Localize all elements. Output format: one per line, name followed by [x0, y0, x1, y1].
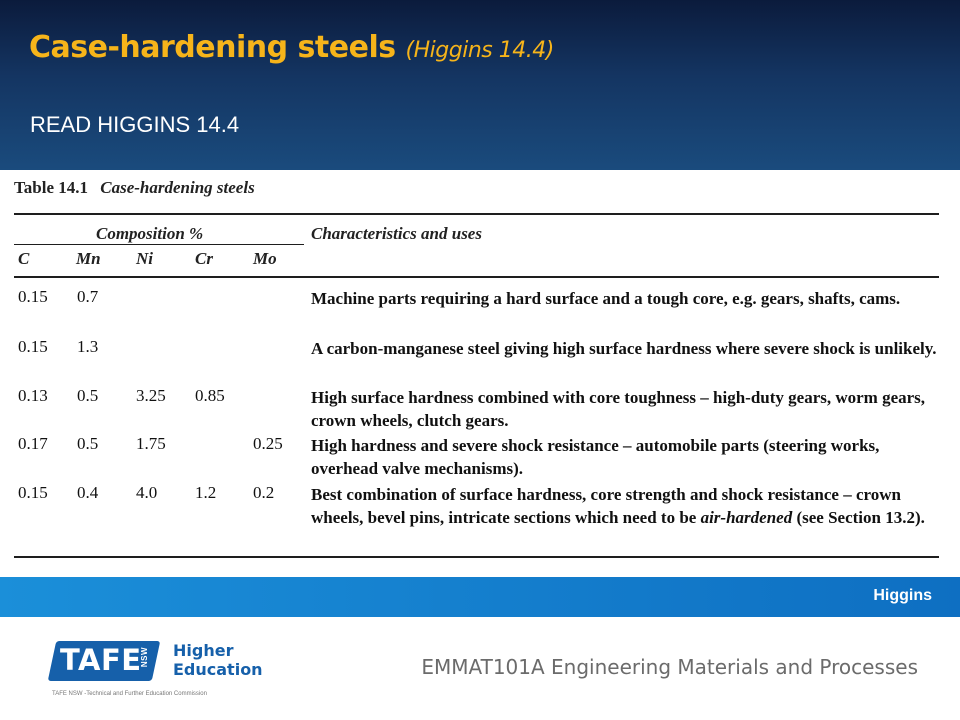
title-main: Case-hardening steels [29, 30, 396, 65]
slide-title [29, 30, 554, 65]
composition-underline [14, 244, 304, 245]
higher-education-label [173, 641, 273, 679]
table-row-2-c: 0.15 [18, 337, 48, 356]
composition-header: Composition % [96, 224, 204, 243]
table-caption-text: Case-hardening steels [100, 178, 255, 197]
table-number: Table 14.1 [14, 178, 89, 197]
table-caption [14, 178, 255, 198]
table-row-3-use [311, 386, 941, 432]
table-figure [0, 170, 960, 578]
table-row-3-cr: 0.85 [195, 386, 225, 405]
tafe-logo [52, 641, 272, 683]
table-row-5-c: 0.15 [18, 483, 48, 502]
table-row-1-use [311, 287, 941, 310]
table-row-3-c: 0.13 [18, 386, 48, 405]
column-header-cr: Cr [195, 249, 213, 268]
table-row-5-use [311, 483, 941, 529]
table-row-4-c: 0.17 [18, 434, 48, 453]
table-row-5-use-text: Best combination of surface hardness, core strength and shock resistance – crown wheels, bevel pins, intricate sections which need to be [311, 485, 901, 527]
course-title: EMMAT101A Engineering Materials and Processes [421, 655, 918, 679]
column-header-c: C [18, 249, 30, 268]
table-row-4-use-text: High hardness and severe shock resistance – automobile parts (steering works, overhead valve mechanisms). [311, 436, 880, 478]
table-row-5-ni: 4.0 [136, 483, 158, 502]
source-banner [0, 577, 960, 617]
table-row-4-mn: 0.5 [77, 434, 99, 453]
source-label: Higgins [873, 587, 932, 604]
column-header-mn: Mn [76, 249, 101, 268]
table-row-5-mn: 0.4 [77, 483, 99, 502]
slide-subtitle: READ HIGGINS 14.4 [30, 112, 240, 137]
education-label: Education [173, 660, 263, 679]
table-row-2-use [311, 337, 941, 360]
table-row-3-use-text: High surface hardness combined with core toughness – high-duty gears, worm gears, crown wheels, clutch gears. [311, 388, 926, 430]
tafe-logo-nsw: NSW [140, 647, 149, 668]
tafe-logo-text: TAFE [60, 643, 142, 677]
tafe-tagline: TAFE NSW -Technical and Further Education Commission [52, 691, 207, 697]
table-row-5-cr: 1.2 [195, 483, 217, 502]
higher-label: Higher [173, 641, 234, 660]
table-row-5-use-tail: (see Section 13.2). [792, 508, 925, 527]
table-row-4-use [311, 434, 941, 480]
column-header-mo: Mo [253, 249, 277, 268]
table-row-4-mo: 0.25 [253, 434, 283, 453]
table-row-1-mn: 0.7 [77, 287, 99, 306]
table-row-3-mn: 0.5 [77, 386, 99, 405]
table-row-2-mn: 1.3 [77, 337, 99, 356]
table-bottom-rule [14, 556, 939, 558]
slide-footer [0, 617, 960, 720]
table-row-1-c: 0.15 [18, 287, 48, 306]
table-row-1-use-text: Machine parts requiring a hard surface and a tough core, e.g. gears, shafts, cams. [311, 289, 901, 308]
table-row-2-use-text: A carbon-manganese steel giving high surface hardness where severe shock is unlikely. [311, 339, 937, 358]
table-row-4-ni: 1.75 [136, 434, 166, 453]
table-row-5-use-emphasis: air-hardened [700, 508, 793, 527]
table-row-3-ni: 3.25 [136, 386, 166, 405]
column-header-ni: Ni [136, 249, 153, 268]
table-top-rule [14, 213, 939, 215]
title-reference: (Higgins 14.4) [405, 38, 554, 63]
table-row-5-mo: 0.2 [253, 483, 275, 502]
header-bottom-rule [14, 276, 939, 278]
characteristics-header: Characteristics and uses [311, 224, 482, 243]
slide-header [0, 0, 960, 170]
